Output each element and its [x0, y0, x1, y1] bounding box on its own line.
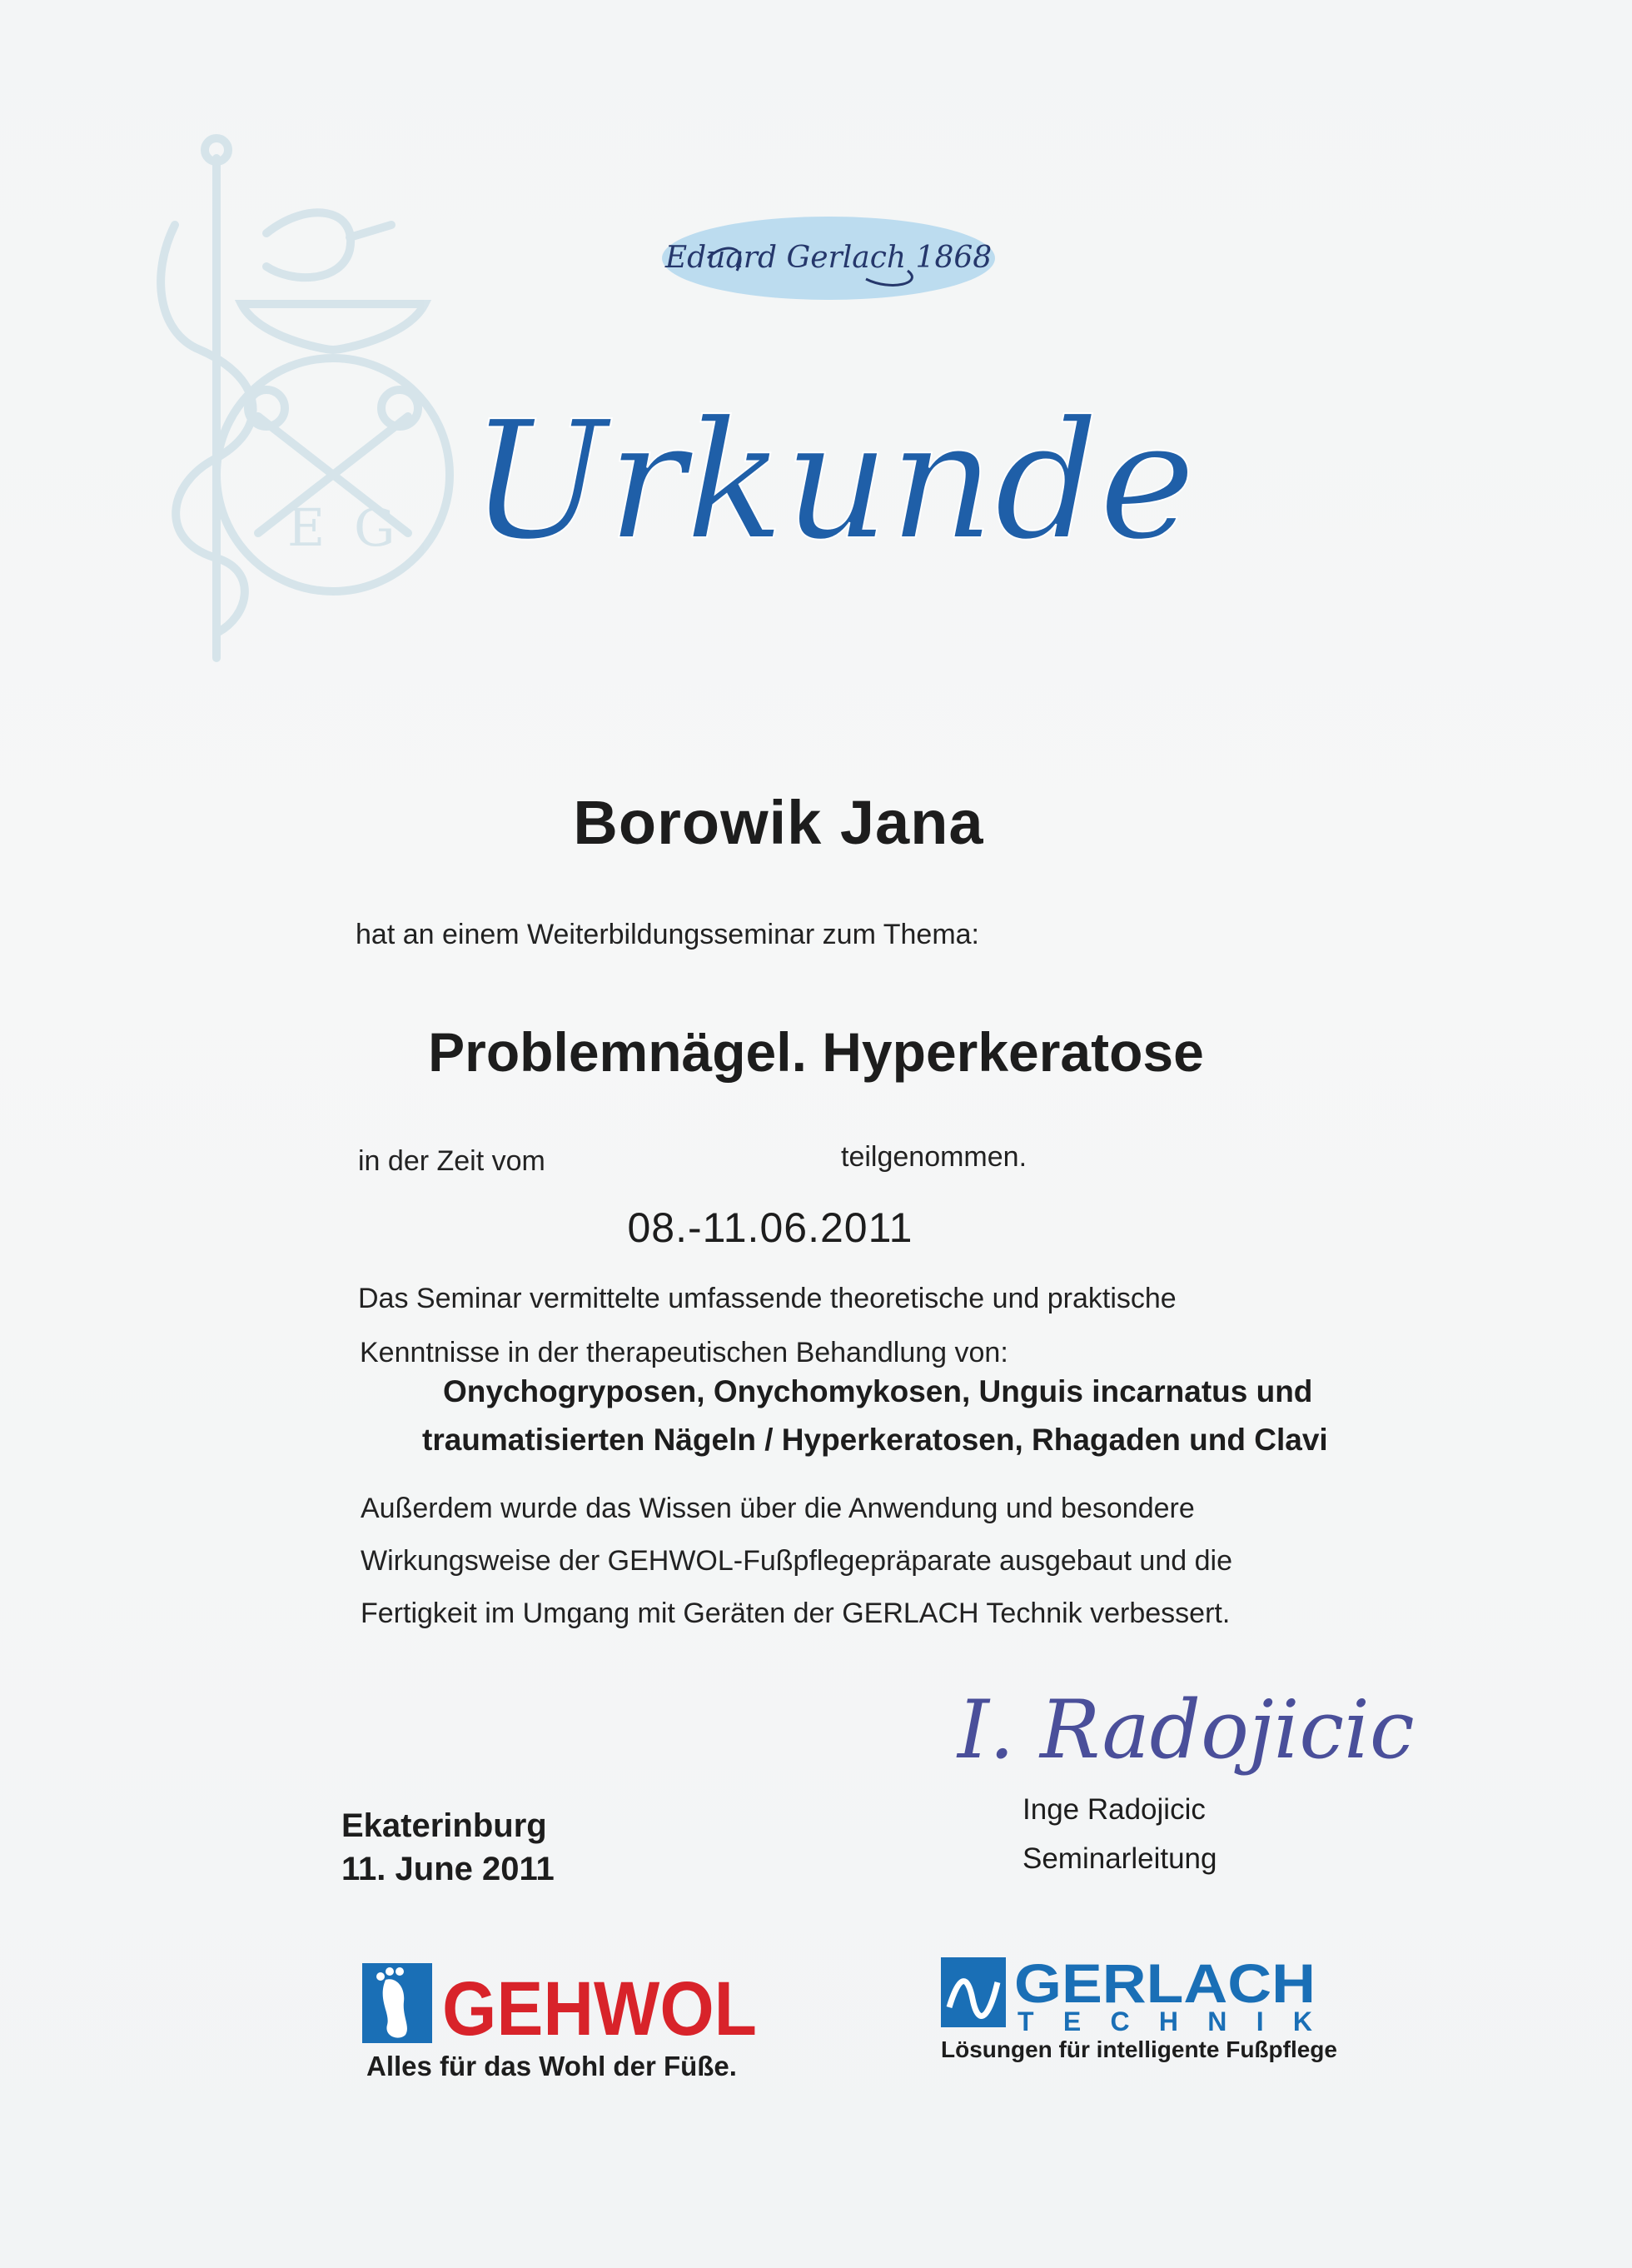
svg-text:E: E: [287, 497, 326, 558]
extra-line-3: Fertigkeit im Umgang mit Geräten der GERLACH Technik verbessert.: [361, 1598, 1231, 1629]
gehwol-logo: [362, 1961, 762, 2051]
svg-text:GEHWOL: GEHWOL: [442, 1966, 757, 2051]
description-line-2: Kenntnisse in der therapeutischen Behandlung von:: [360, 1337, 1008, 1368]
svg-text:G: G: [354, 497, 396, 558]
recipient-name: Borowik Jana: [573, 788, 984, 857]
svg-text:GERLACH: GERLACH: [1014, 1952, 1316, 2014]
certificate-title: [470, 366, 1196, 583]
extra-line-2: Wirkungsweise der GEHWOL-Fußpflegepräparate ausgebaut und die: [361, 1545, 1232, 1577]
seminar-topic: Problemnägel. Hyperkeratose: [428, 1021, 1204, 1083]
gerlach-logo: [941, 1949, 1324, 2041]
svg-text:Eduard Gerlach 1868: Eduard Gerlach 1868: [664, 241, 993, 275]
issue-place: Ekaterinburg: [341, 1807, 547, 1844]
intro-line: hat an einem Weiterbildungsseminar zum Thema:: [356, 919, 979, 950]
conditions-line-1: Onychogryposen, Onychomykosen, Unguis incarnatus und: [443, 1374, 1313, 1408]
gehwol-tagline: Alles für das Wohl der Füße.: [366, 2051, 737, 2081]
svg-text:Urkunde: Urkunde: [470, 386, 1196, 576]
svg-text:I. Radojicic: I. Radojicic: [958, 1683, 1415, 1777]
signer-name: Inge Radojicic: [1022, 1793, 1206, 1826]
extra-line-1: Außerdem wurde das Wissen über die Anwendung und besondere: [361, 1493, 1195, 1524]
svg-text:TECHNIK: TECHNIK: [1018, 2006, 1312, 2036]
issue-date: 11. June 2011: [341, 1851, 555, 1887]
gerlach-tagline: Lösungen für intelligente Fußpflege: [941, 2036, 1337, 2062]
period-suffix: teilgenommen.: [841, 1141, 1027, 1173]
seal-emblem: [658, 212, 999, 304]
signer-role: Seminarleitung: [1022, 1842, 1217, 1875]
handwritten-signature: [949, 1666, 1415, 1791]
conditions-line-2: traumatisierten Nägeln / Hyperkeratosen, Rhagaden und Clavi: [422, 1423, 1328, 1457]
watermark-emblem-icon: [142, 125, 475, 666]
description-line-1: Das Seminar vermittelte umfassende theoretische und praktische: [358, 1283, 1177, 1314]
period-label: in der Zeit vom: [358, 1145, 545, 1177]
date-range: 08.-11.06.2011: [627, 1204, 913, 1251]
